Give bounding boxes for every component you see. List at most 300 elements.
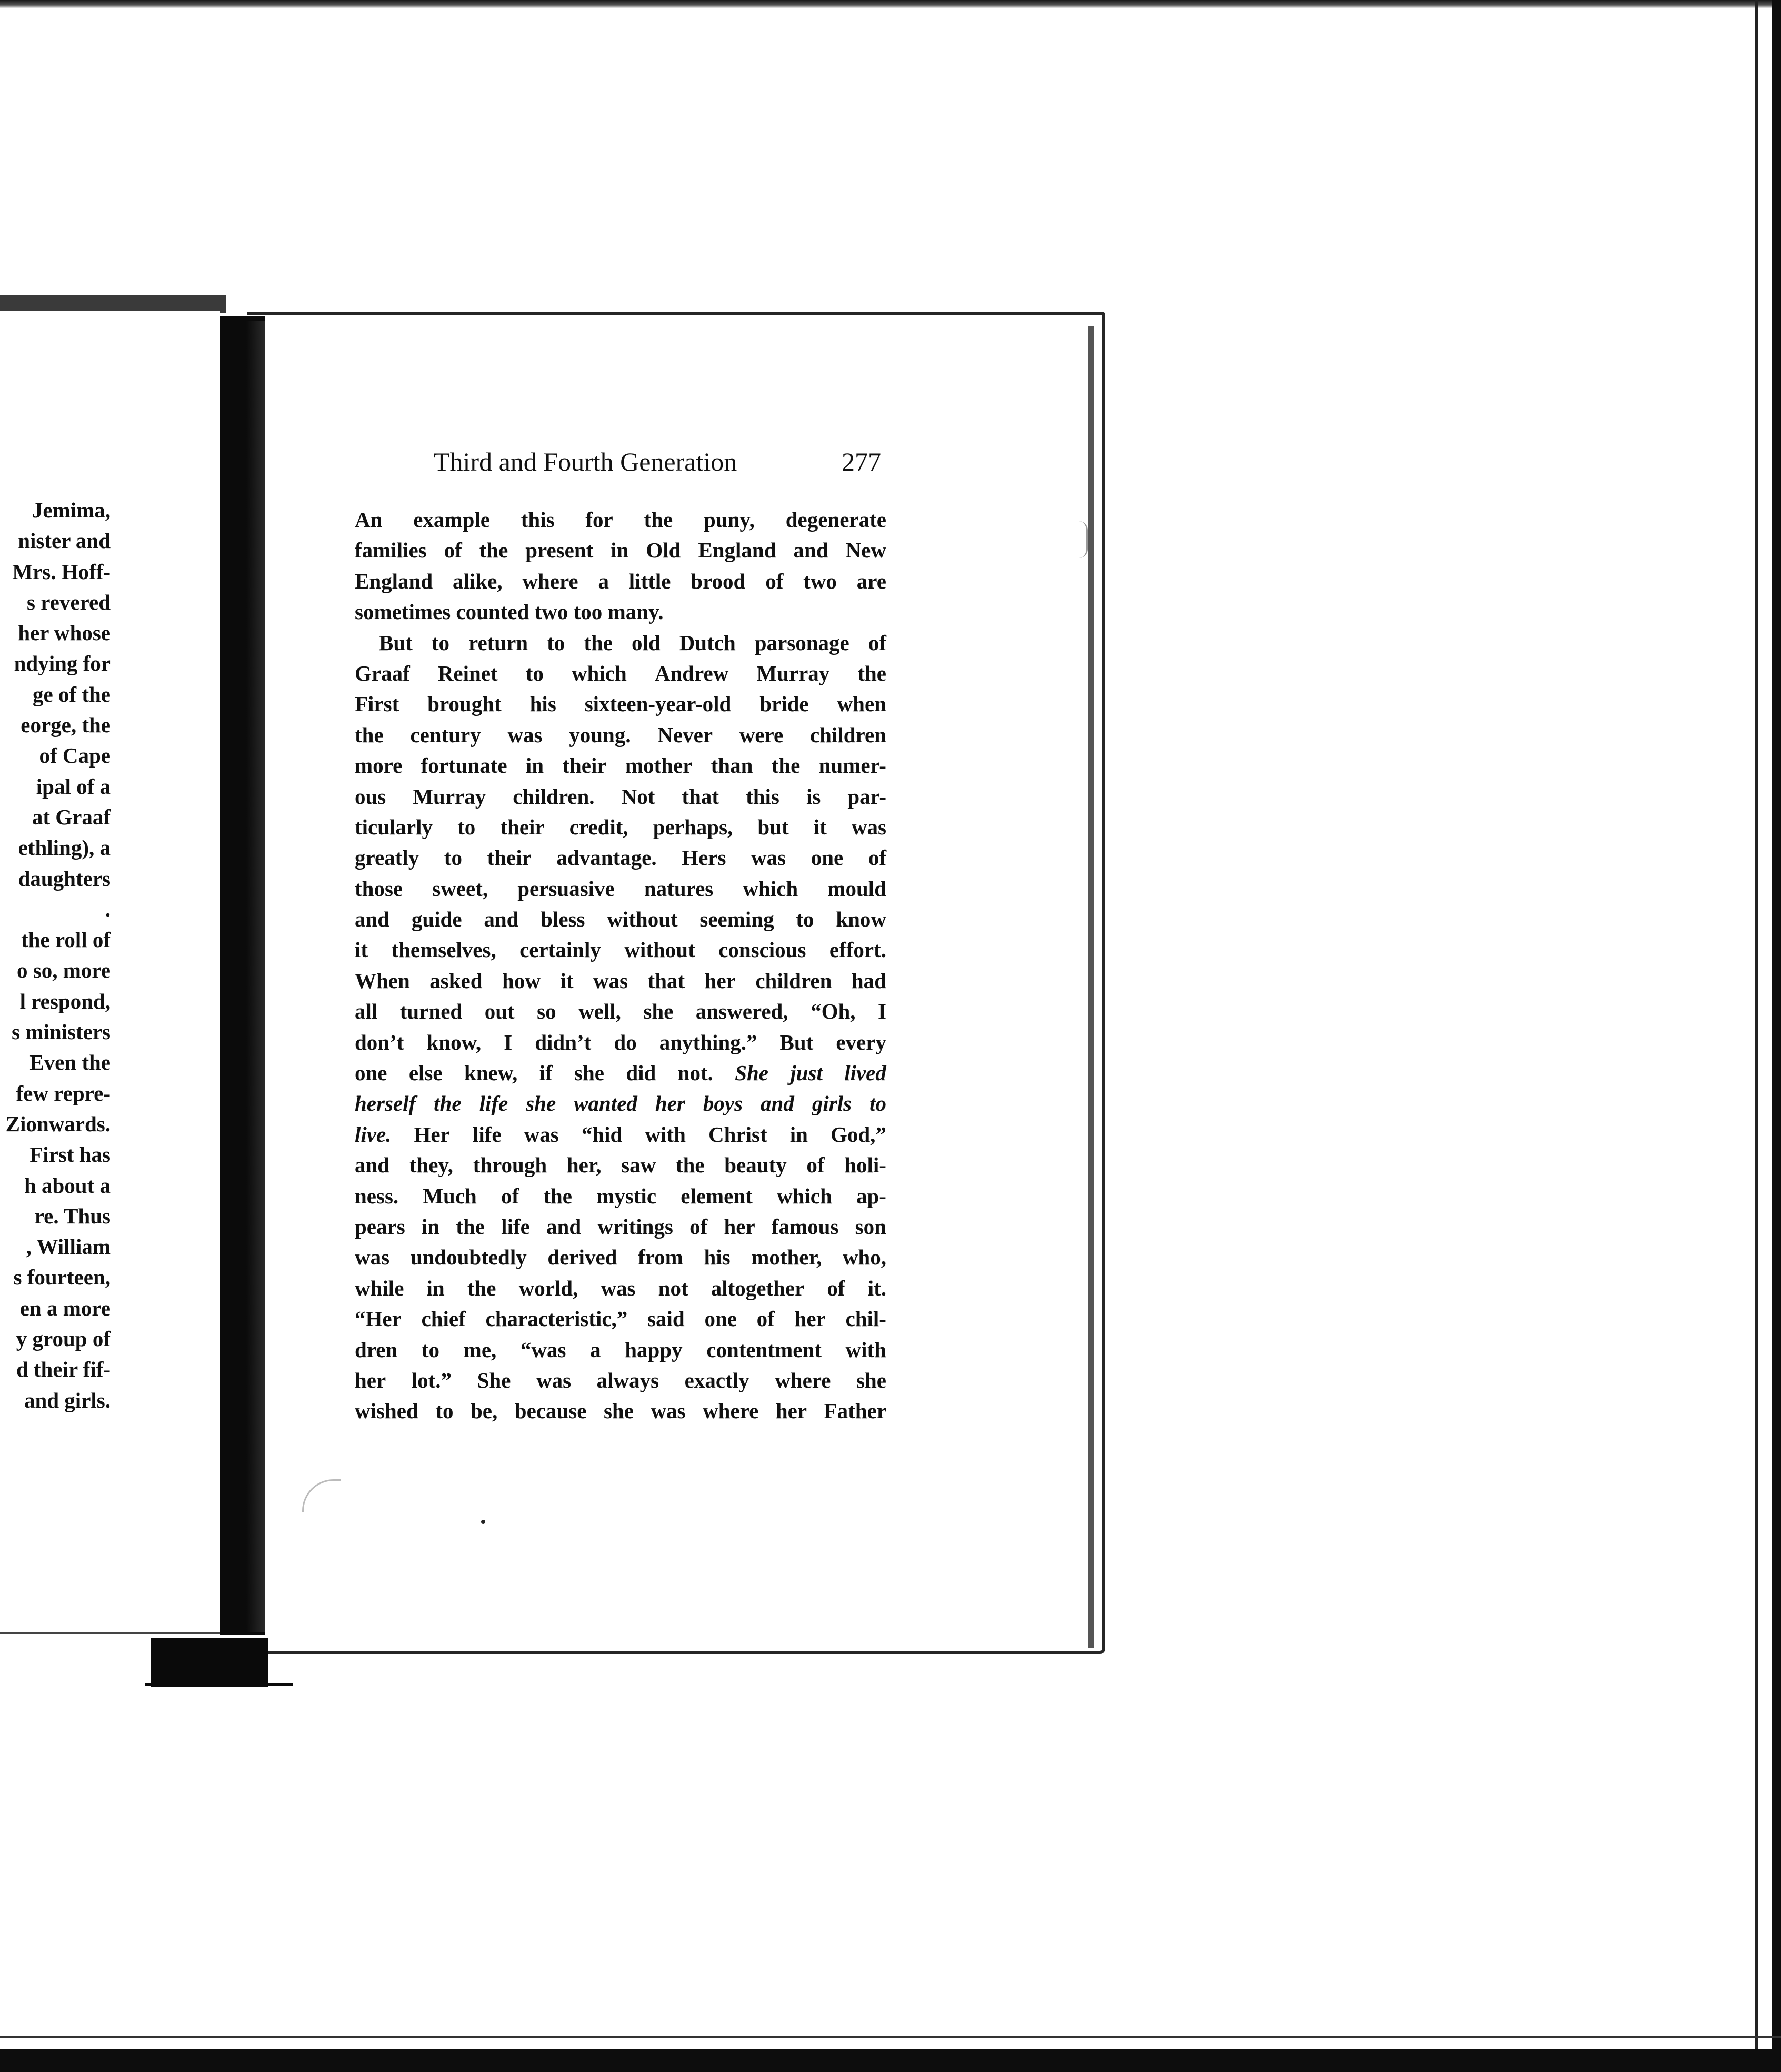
word: when [837, 692, 886, 716]
text-line [355, 1027, 886, 1058]
word: I [878, 999, 886, 1024]
left-page-line: ge of the [32, 682, 111, 706]
word: numer- [818, 753, 886, 778]
left-page-line: and girls. [24, 1388, 111, 1412]
word: derived [547, 1245, 617, 1270]
text-line [355, 781, 886, 812]
word: famous [771, 1214, 839, 1239]
word: that [647, 968, 685, 993]
word: girls [812, 1091, 852, 1116]
word: a [590, 1337, 601, 1362]
word: When [355, 968, 410, 993]
word: the [355, 722, 384, 747]
word: it [813, 814, 827, 839]
word: dren [355, 1337, 398, 1362]
word: to [444, 845, 462, 870]
word: and [793, 538, 828, 563]
word: world, [518, 1276, 578, 1300]
left-page-line: Even the [29, 1050, 111, 1075]
text-line [355, 996, 886, 1027]
word: and [355, 1153, 390, 1178]
left-page-line: few repre- [16, 1081, 111, 1105]
word: all [355, 999, 378, 1024]
page-edge [1088, 326, 1094, 1648]
word: “Her [355, 1307, 402, 1331]
left-page-line: s revered [26, 590, 111, 614]
word: said [647, 1307, 685, 1331]
word: But [379, 630, 413, 655]
word: two [534, 600, 568, 624]
word: if [539, 1061, 553, 1085]
word: where [522, 569, 578, 593]
word: the [467, 1276, 496, 1300]
word: certainly [519, 938, 601, 962]
word: their [500, 814, 545, 839]
word: alike, [452, 569, 503, 593]
word: a [598, 569, 609, 593]
left-page-line: , William [26, 1234, 111, 1259]
word: the [584, 630, 613, 655]
word: ticularly [355, 814, 433, 839]
text-line [355, 596, 886, 627]
word: and [484, 907, 519, 932]
page-number: 277 [842, 447, 881, 476]
word: the [434, 1091, 462, 1116]
word: altogether [711, 1276, 805, 1300]
left-page-line: ndying for [14, 651, 111, 676]
word: which [743, 876, 798, 901]
word: brought [427, 692, 502, 716]
text-line [355, 842, 886, 873]
word: ness. [355, 1183, 399, 1208]
word: one [704, 1307, 737, 1331]
word: chil- [845, 1307, 886, 1331]
word: of [806, 1153, 825, 1178]
word: mother, [751, 1245, 822, 1270]
word: Father [824, 1399, 886, 1423]
word: mystic [596, 1183, 657, 1208]
word: parsonage [754, 630, 849, 655]
word: But [779, 1030, 814, 1054]
word: had [851, 968, 886, 993]
word: was [651, 1399, 686, 1423]
word: son [855, 1214, 886, 1239]
word: don’t [355, 1030, 404, 1054]
word: in [611, 538, 629, 563]
word: through [473, 1153, 547, 1178]
word: was [355, 1245, 390, 1270]
text-line [355, 1211, 886, 1242]
left-page-line: h about a [24, 1173, 111, 1198]
word: wanted [574, 1091, 637, 1116]
text-line [355, 1334, 886, 1365]
word: her [655, 1091, 685, 1116]
word: of [756, 1307, 775, 1331]
word: was [524, 1122, 559, 1147]
text-line [355, 535, 886, 565]
word: to [457, 814, 476, 839]
word: contentment [706, 1337, 822, 1362]
word: to [869, 1091, 886, 1116]
word: She [735, 1061, 768, 1085]
word: of [827, 1276, 845, 1300]
word: without [607, 907, 678, 932]
word: “was [520, 1337, 566, 1362]
word: she [603, 1399, 634, 1423]
word: her, [566, 1153, 602, 1178]
left-page-line: o so, more [16, 958, 111, 983]
word: century [410, 722, 481, 747]
word: herself [355, 1091, 416, 1116]
word: their [562, 753, 607, 778]
word: in [789, 1122, 808, 1147]
word: Her [414, 1122, 450, 1147]
word: First [355, 692, 399, 716]
ribbon-edge [145, 1683, 293, 1686]
word: more [355, 753, 403, 778]
word: me, [463, 1337, 497, 1362]
page-edge-nick [1079, 521, 1088, 558]
word: pears [355, 1214, 405, 1239]
left-page-line: ipal of a [36, 774, 111, 799]
text-line [355, 1119, 886, 1150]
word: with [845, 1337, 886, 1362]
word: beauty [724, 1153, 787, 1178]
word: children [755, 968, 832, 993]
word: chief [421, 1307, 466, 1331]
text-line [355, 1365, 886, 1396]
word: Not [621, 784, 655, 809]
word: and [546, 1214, 582, 1239]
left-page-line: daughters [18, 866, 111, 891]
word: sweet, [432, 876, 488, 901]
text-line [355, 1150, 886, 1180]
word: to [796, 907, 814, 932]
word: knew, [464, 1061, 518, 1085]
word: the [857, 661, 886, 685]
word: degenerate [785, 507, 886, 532]
word: Reinet [437, 661, 498, 685]
ink-speck [481, 1520, 485, 1524]
left-page-line: her whose [18, 621, 111, 645]
word: without [624, 938, 695, 962]
text-line [355, 658, 886, 689]
word: too [573, 600, 603, 624]
word: present [525, 538, 594, 563]
word: asked [429, 968, 483, 993]
word: was [851, 814, 886, 839]
text-line [355, 627, 886, 658]
word: their [487, 845, 532, 870]
word: for [585, 507, 613, 532]
text-line [355, 720, 886, 750]
word: out [484, 999, 515, 1024]
left-page-line: Zionwards. [5, 1111, 111, 1136]
text-line [355, 904, 886, 934]
word: to [435, 1399, 454, 1423]
word: than [711, 753, 753, 778]
word: mother [625, 753, 693, 778]
word: she [574, 1061, 604, 1085]
word: turned [399, 999, 463, 1024]
word: her [794, 1307, 826, 1331]
left-page-line: re. Thus [34, 1203, 111, 1228]
word: the [543, 1183, 572, 1208]
running-head-title: Third and Fourth Generation [434, 447, 737, 476]
word: families [355, 538, 427, 563]
word: the [479, 538, 508, 563]
word: God,” [830, 1122, 886, 1147]
word: answered, [695, 999, 788, 1024]
word: seeming [699, 907, 774, 932]
word: her [724, 1214, 755, 1239]
word: wished [355, 1399, 418, 1423]
scan-right-line [1755, 0, 1758, 2072]
word: of [868, 630, 886, 655]
word: his [529, 692, 556, 716]
word: be, [470, 1399, 498, 1423]
left-page-line: at Graaf [32, 804, 111, 829]
word: the [675, 1153, 705, 1178]
word: in [426, 1276, 445, 1300]
word: life [501, 1214, 530, 1239]
word: credit, [569, 814, 628, 839]
text-line [355, 812, 886, 842]
left-page-line: l respond, [19, 989, 111, 1013]
left-page-line: d their fif- [16, 1357, 111, 1382]
left-page-line: of Cape [39, 743, 111, 768]
word: the [644, 507, 673, 532]
word: are [856, 569, 886, 593]
word: life [472, 1122, 502, 1147]
word: one [355, 1061, 387, 1085]
scan-bottom-band [0, 2049, 1781, 2072]
word: I [504, 1030, 513, 1054]
text-line [355, 1273, 886, 1303]
word: advantage. [556, 845, 657, 870]
word: was [536, 1368, 572, 1392]
word: know, [426, 1030, 482, 1054]
left-page-line: y group of [16, 1327, 111, 1351]
word: Murray [413, 784, 486, 809]
text-line [355, 1088, 886, 1119]
text-line [355, 934, 886, 965]
word: perhaps, [653, 814, 733, 839]
word: it [560, 968, 574, 993]
word: always [596, 1368, 659, 1392]
word: not [658, 1276, 688, 1300]
left-page-line: . [105, 896, 111, 921]
word: which [776, 1183, 832, 1208]
left-page-text-area [0, 495, 111, 1437]
word: her [704, 968, 736, 993]
word: one [811, 845, 844, 870]
word: England [355, 569, 433, 593]
word: characteristic,” [485, 1307, 628, 1331]
text-line [355, 1181, 886, 1211]
word: did [626, 1061, 656, 1085]
word: Dutch [679, 630, 736, 655]
scan-right-border [1772, 0, 1781, 2072]
word: persuasive [517, 876, 615, 901]
word: of [765, 569, 784, 593]
word: ous [355, 784, 386, 809]
word: themselves, [391, 938, 496, 962]
word: know [836, 907, 886, 932]
word: of [868, 845, 886, 870]
word: bless [541, 907, 585, 932]
word: par- [847, 784, 886, 809]
word: while [355, 1276, 404, 1300]
word: return [468, 630, 528, 655]
word: counted [456, 600, 529, 624]
text-line [355, 1303, 886, 1334]
text-line [355, 1396, 886, 1426]
word: writings [597, 1214, 673, 1239]
left-page-line: First has [29, 1142, 111, 1167]
text-line [355, 965, 886, 996]
word: young. [569, 722, 631, 747]
word: was [507, 722, 543, 747]
word: she [526, 1091, 556, 1116]
word: not. [677, 1061, 713, 1085]
word: England [698, 538, 776, 563]
word: her [775, 1399, 807, 1423]
word: greatly [355, 845, 419, 870]
left-cover-edge [0, 295, 226, 313]
left-page-line: eorge, the [21, 713, 111, 738]
word: children. [513, 784, 595, 809]
word: to [547, 630, 565, 655]
word: else [408, 1061, 443, 1085]
word: Much [423, 1183, 477, 1208]
word: many. [607, 600, 664, 624]
word: brood [691, 569, 746, 593]
word: of [689, 1214, 708, 1239]
word: anything.” [659, 1030, 757, 1054]
left-page-line: nister and [18, 529, 111, 553]
word: lot.” [411, 1368, 452, 1392]
word: children [809, 722, 886, 747]
word: was [601, 1276, 636, 1300]
word: every [836, 1030, 886, 1054]
word: exactly [684, 1368, 749, 1392]
word: “Oh, [811, 999, 856, 1024]
word: to [525, 661, 544, 685]
word: her [355, 1368, 386, 1392]
scan-bottom-line [0, 2036, 1781, 2038]
word: boys [703, 1091, 743, 1116]
word: where [775, 1368, 831, 1392]
word: Hers [682, 845, 726, 870]
left-page-line: Mrs. Hoff- [12, 559, 111, 584]
word: they, [409, 1153, 453, 1178]
word: were [739, 722, 784, 747]
word: Graaf [355, 661, 410, 685]
word: in [525, 753, 544, 778]
text-line [355, 566, 886, 596]
word: so [537, 999, 556, 1024]
word: ap- [856, 1183, 886, 1208]
text-line [355, 689, 886, 719]
word: Never [657, 722, 713, 747]
word: conscious [718, 938, 806, 962]
word: natures [644, 876, 714, 901]
left-page-line: ethling), a [18, 835, 111, 860]
word: of [444, 538, 462, 563]
text-line [355, 504, 886, 535]
word: sixteen-year-old [584, 692, 732, 716]
word: bride [759, 692, 809, 716]
word: and [355, 907, 390, 932]
text-line [355, 750, 886, 781]
word: two [803, 569, 837, 593]
word: An [355, 507, 383, 532]
word: guide [411, 907, 462, 932]
word: in [421, 1214, 440, 1239]
word: and [761, 1091, 794, 1116]
word: sometimes [355, 600, 451, 624]
word: is [806, 784, 821, 809]
word: New [845, 538, 886, 563]
word: live. [355, 1122, 392, 1147]
word: mould [827, 876, 886, 901]
word: do [614, 1030, 637, 1054]
word: “hid [581, 1122, 623, 1147]
word: where [703, 1399, 759, 1423]
word: to [421, 1337, 440, 1362]
page-body-text [355, 504, 886, 1427]
left-page-text [0, 495, 111, 1416]
word: how [502, 968, 541, 993]
text-line [355, 1242, 886, 1272]
scan-top-edge [0, 0, 1781, 8]
word: was [751, 845, 786, 870]
word: his [704, 1245, 731, 1270]
word: it. [867, 1276, 886, 1300]
word: those [355, 876, 403, 901]
word: this [746, 784, 779, 809]
word: she [643, 999, 674, 1024]
word: this [521, 507, 555, 532]
word: was [593, 968, 628, 993]
gutter-shadow [246, 321, 265, 1632]
word: because [514, 1399, 587, 1423]
left-page-line: s ministers [12, 1020, 111, 1044]
word: the [456, 1214, 485, 1239]
word: but [757, 814, 789, 839]
word: Andrew [654, 661, 729, 685]
left-page-line: s fourteen, [13, 1265, 111, 1290]
word: element [681, 1183, 753, 1208]
word: effort. [829, 938, 886, 962]
word: of [501, 1183, 519, 1208]
word: Murray [756, 661, 830, 685]
word: which [571, 661, 627, 685]
word: life [479, 1091, 508, 1116]
left-page-line: en a more [19, 1296, 111, 1320]
word: to [431, 630, 449, 655]
word: who, [842, 1245, 886, 1270]
word: well, [578, 999, 621, 1024]
word: that [682, 784, 719, 809]
word: undoubtedly [410, 1245, 527, 1270]
text-line [355, 873, 886, 904]
word: little [628, 569, 671, 593]
bookmark-ribbon [151, 1638, 268, 1687]
word: Old [646, 538, 681, 563]
word: saw [621, 1153, 656, 1178]
